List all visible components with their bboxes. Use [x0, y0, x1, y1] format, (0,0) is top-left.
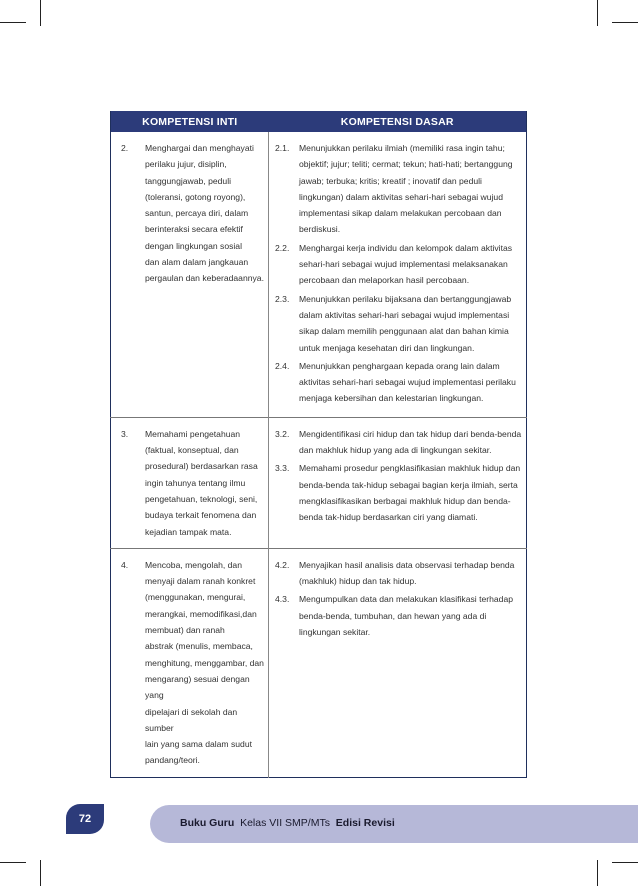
kd-text	[299, 240, 522, 289]
kd-line: (makhluk) hidup dan tak hidup.	[299, 576, 417, 587]
ki-line: ingin tahunya tentang ilmu	[145, 477, 246, 488]
ki-line: dipelajari di sekolah dan sumber	[145, 706, 238, 733]
kompetensi-dasar-cell	[269, 132, 527, 417]
kd-number: 3.2.	[275, 428, 290, 439]
kd-item	[275, 557, 522, 590]
ki-line: pandang/teori.	[145, 755, 200, 766]
kd-text	[299, 426, 522, 459]
kd-line: berdiskusi.	[299, 224, 341, 235]
kd-text	[299, 291, 522, 356]
footer-grade: Kelas VII SMP/MTs	[240, 817, 330, 829]
kd-item	[275, 291, 522, 356]
kd-number: 2.1.	[275, 143, 290, 153]
ki-line: santun, percaya diri, dalam	[145, 208, 249, 219]
kd-text	[299, 460, 522, 525]
crop-mark	[0, 862, 26, 863]
ki-line: merangkai, memodifikasi,dan	[145, 608, 257, 619]
kd-text	[299, 358, 522, 407]
kd-line: Mengidentifikasi ciri hidup dan tak hidup dari benda-benda	[299, 428, 522, 439]
kd-line: lingkungan sekitar.	[299, 627, 371, 638]
kd-line: Menghargai kerja individu dan kelompok dalam aktivitas	[299, 242, 513, 253]
kd-line: Mengumpulkan data dan melakukan klasifikasi terhadap	[299, 594, 514, 605]
ki-number: 3.	[121, 428, 129, 439]
kd-line: benda-benda, tumbuhan, dan hewan yang ada di	[299, 610, 487, 621]
table-header-row	[111, 111, 527, 132]
kd-line: jawab; terbuka; kritis; kreatif ; inovatif dan peduli	[299, 175, 482, 186]
ki-line: pergaulan dan keberadaannya.	[145, 273, 264, 284]
kd-item	[275, 591, 522, 640]
kd-line: mengklasifikasikan berbagai makhluk hidup dan benda-	[299, 495, 511, 506]
kd-line: untuk menjaga kesehatan diri dan lingkungan.	[299, 342, 475, 353]
ki-line: tanggungjawab, peduli	[145, 175, 232, 186]
kd-line: lingkungan) dalam aktivitas sehari-hari sebagai wujud	[299, 191, 503, 202]
competency-table	[110, 111, 527, 778]
table-row	[111, 132, 527, 417]
crop-mark	[597, 0, 598, 26]
ki-line: budaya terkait fenomena dan	[145, 510, 257, 521]
ki-text	[145, 426, 264, 540]
ki-text	[145, 557, 264, 769]
kompetensi-inti-cell	[111, 132, 269, 417]
ki-line: kejadian tampak mata.	[145, 526, 232, 537]
ki-line: Memahami pengetahuan	[145, 428, 241, 439]
crop-mark	[40, 860, 41, 886]
kompetensi-inti-cell	[111, 417, 269, 548]
crop-mark	[597, 860, 598, 886]
ki-line: lain yang sama dalam sudut	[145, 739, 253, 750]
kd-number: 2.3.	[275, 293, 290, 304]
footer-edition: Edisi Revisi	[335, 817, 395, 829]
header-kompetensi-inti: KOMPETENSI INTI	[111, 111, 269, 132]
kd-text	[299, 557, 522, 590]
header-kompetensi-dasar: KOMPETENSI DASAR	[269, 111, 527, 132]
crop-mark	[612, 862, 638, 863]
ki-line: menghitung, menggambar, dan	[145, 657, 264, 668]
ki-number: 4.	[121, 559, 129, 570]
kd-item	[275, 358, 522, 407]
kd-line: percobaan dan melaporkan hasil percobaan.	[299, 275, 470, 286]
crop-mark	[612, 22, 638, 23]
kompetensi-dasar-cell	[269, 417, 527, 548]
ki-line: (toleransi, gotong royong),	[145, 191, 246, 202]
kd-line: objektif; jujur; teliti; cermat; tekun; hati-hati; bertanggung	[299, 159, 513, 170]
kd-line: benda tak-hidup berdasarkan ciri yang diamati.	[299, 512, 478, 523]
ki-line: berinteraksi secara efektif	[145, 224, 243, 235]
ki-line: (faktual, konseptual, dan	[145, 445, 239, 456]
table-row	[111, 417, 527, 548]
crop-mark	[40, 0, 41, 26]
ki-line: perilaku jujur, disiplin,	[145, 159, 227, 170]
ki-line: prosedural) berdasarkan rasa	[145, 461, 258, 472]
page-number: 72	[66, 804, 104, 834]
ki-line: Menghargai dan menghayati	[145, 143, 254, 153]
kd-item	[275, 460, 522, 525]
ki-line: membuat) dan ranah	[145, 625, 225, 636]
ki-line: mengarang) sesuai dengan yang	[145, 673, 250, 701]
kd-line: sikap dalam memilih penggunaan alat dan bahan kimia	[299, 326, 509, 337]
kd-line: Memahami prosedur pengklasifikasian makhluk hidup dan	[299, 463, 521, 474]
kompetensi-inti-cell	[111, 548, 269, 777]
kd-line: Menunjukkan perilaku bijaksana dan bertanggungjawab	[299, 293, 512, 304]
ki-line: (menggunakan, mengurai,	[145, 592, 246, 603]
kd-number: 4.2.	[275, 559, 290, 570]
table-row	[111, 548, 527, 777]
ki-text	[145, 140, 264, 287]
kd-number: 4.3.	[275, 594, 290, 605]
kd-line: aktivitas sehari-hari sebagai wujud implementasi perilaku	[299, 377, 516, 388]
ki-line: pengetahuan, teknologi, seni,	[145, 493, 258, 504]
kompetensi-dasar-cell	[269, 548, 527, 777]
kd-line: Menyajikan hasil analisis data observasi terhadap benda	[299, 559, 515, 570]
ki-number: 2.	[121, 143, 129, 153]
kd-text	[299, 140, 522, 238]
crop-mark	[0, 22, 26, 23]
kd-line: Menunjukkan penghargaan kepada orang lain dalam	[299, 360, 500, 371]
ki-line: abstrak (menulis, membaca,	[145, 641, 253, 652]
ki-line: Mencoba, mengolah, dan	[145, 559, 242, 570]
kd-item	[275, 140, 522, 238]
ki-line: dengan lingkungan sosial	[145, 240, 242, 251]
kd-line: menjaga kebersihan dan kelestarian lingkungan.	[299, 393, 484, 404]
kd-line: implementasi sikap dalam melakukan percobaan dan	[299, 208, 502, 219]
kd-number: 2.4.	[275, 360, 290, 371]
kd-line: sehari-hari sebagai wujud implementasi melaksanakan	[299, 259, 508, 270]
kd-item	[275, 240, 522, 289]
footer-book: Buku Guru	[180, 817, 235, 829]
kd-line: dalam aktivitas sehari-hari sebagai wujud implementasi	[299, 309, 510, 320]
ki-line: dan alam dalam jangkauan	[145, 257, 249, 268]
kd-number: 3.3.	[275, 463, 290, 474]
kd-number: 2.2.	[275, 242, 290, 253]
kd-line: Menunjukkan perilaku ilmiah (memiliki rasa ingin tahu;	[299, 143, 505, 153]
kd-item	[275, 426, 522, 459]
ki-line: menyaji dalam ranah konkret	[145, 576, 256, 587]
kd-line: dan makhluk hidup yang ada di lingkungan sekitar.	[299, 445, 492, 456]
kd-text	[299, 591, 522, 640]
kd-line: benda-benda tak-hidup sebagai bagian kerja ilmiah, serta	[299, 479, 518, 490]
footer-title	[180, 817, 395, 829]
